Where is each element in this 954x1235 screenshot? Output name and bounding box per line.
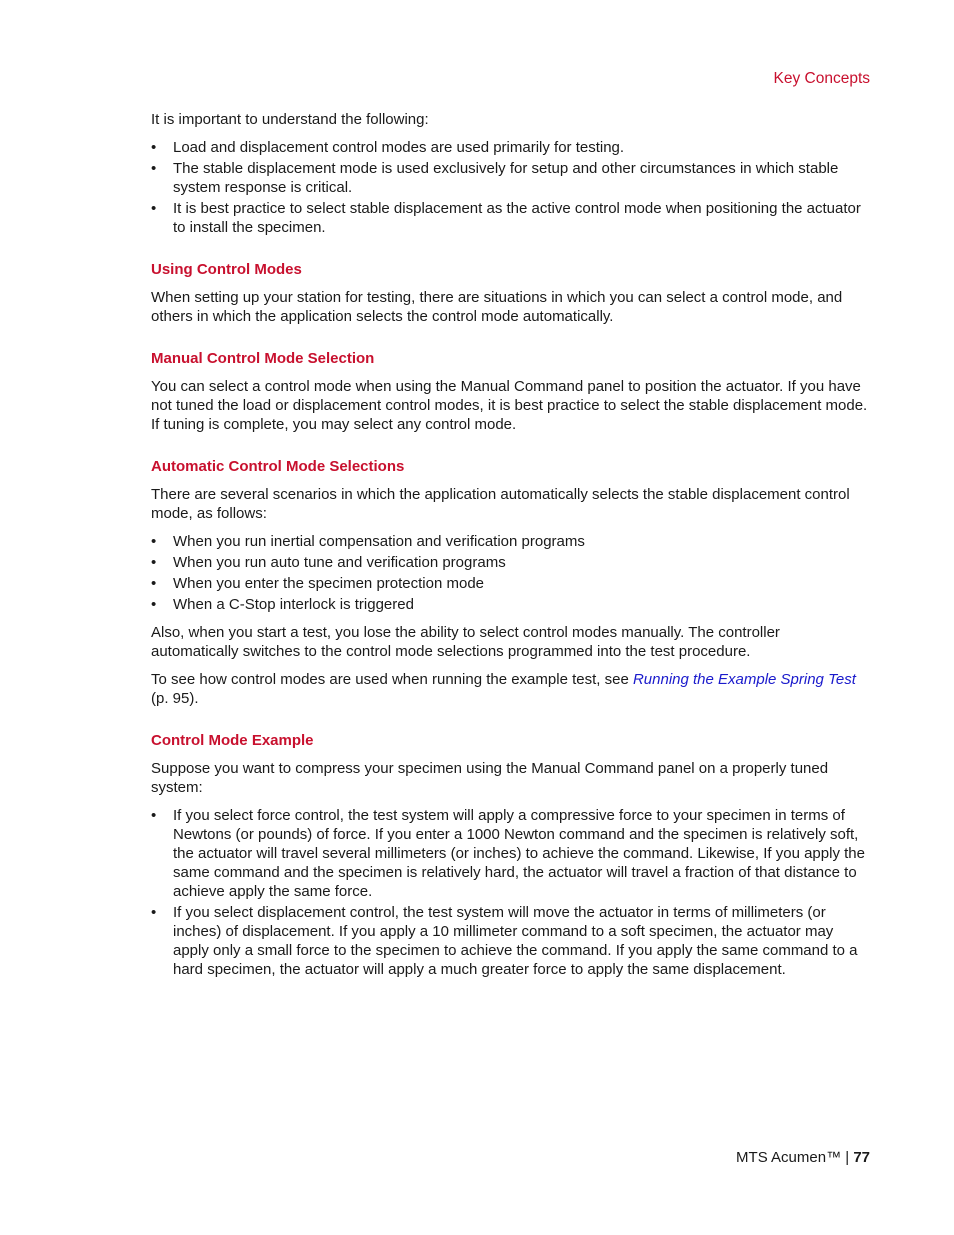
list-item: • When you run auto tune and verification programs xyxy=(151,553,871,572)
list-item: • When you run inertial compensation and verification programs xyxy=(151,532,871,551)
list-item: • When you enter the specimen protection mode xyxy=(151,574,871,593)
manual-body: You can select a control mode when using the Manual Command panel to position the actuator. If you have not tuned the load or displacement control modes, it is best practice to select the stable displacement mode. If tuning is complete, you may select any control mode. xyxy=(151,378,868,433)
list-item: • When a C-Stop interlock is triggered xyxy=(151,595,871,614)
see-also-prefix: To see how control modes are used when running the example test, see xyxy=(151,671,633,688)
see-also-paragraph xyxy=(151,670,871,708)
footer-product: MTS Acumen™ xyxy=(736,1149,842,1166)
automatic-body: There are several scenarios in which the application automatically selects the stable displacement control mode, as follows: xyxy=(151,486,850,522)
example-bullet-list xyxy=(151,806,871,979)
page-footer xyxy=(736,1149,870,1166)
example-body: Suppose you want to compress your specimen using the Manual Command panel on a properly tuned system: xyxy=(151,760,829,796)
section-heading-using-control-modes: Using Control Modes xyxy=(151,261,302,278)
automatic-also: Also, when you start a test, you lose the ability to select control modes manually. The controller automatically switches to the control mode selections programmed into the test procedure. xyxy=(151,624,780,660)
section-heading-control-mode-example: Control Mode Example xyxy=(151,732,314,749)
automatic-bullet-list xyxy=(151,532,871,614)
footer-separator: | xyxy=(841,1149,854,1166)
intro-lead: It is important to understand the following: xyxy=(151,111,429,128)
list-item: • The stable displacement mode is used exclusively for setup and other circumstances in which stable system response is critical. xyxy=(151,159,871,197)
list-item: • If you select displacement control, the test system will move the actuator in terms of millimeters (or inches) of displacement. If you apply a 10 millimeter command to a soft specimen, the actuator may apply only a small force to the specimen to achieve the command. If you apply the same command to a hard specimen, the actuator will apply a much greater force to apply the same displacement. xyxy=(151,903,871,979)
list-item: • It is best practice to select stable displacement as the active control mode when positioning the actuator to install the specimen. xyxy=(151,199,871,237)
running-header: Key Concepts xyxy=(773,70,870,87)
section-heading-manual-selection: Manual Control Mode Selection xyxy=(151,350,375,367)
cross-reference-link[interactable]: Running the Example Spring Test xyxy=(632,671,856,688)
section-heading-automatic-selections: Automatic Control Mode Selections xyxy=(151,458,405,475)
using-body: When setting up your station for testing, there are situations in which you can select a control mode, and others in which the application selects the control mode automatically. xyxy=(151,289,843,325)
intro-bullet-list xyxy=(151,138,871,237)
page-body xyxy=(151,110,871,988)
list-item: • If you select force control, the test system will apply a compressive force to your specimen in terms of Newtons (or pounds) of force. If you enter a 1000 Newton command and the specimen is relatively soft, the actuator will travel several millimeters (or inches) to achieve the command. Likewise, If you apply the same command and the specimen is relatively hard, the actuator will travel a fraction of that distance to achieve apply the same force. xyxy=(151,806,871,901)
list-item: • Load and displacement control modes are used primarily for testing. xyxy=(151,138,871,157)
see-also-suffix: (p. 95). xyxy=(151,690,199,707)
page-number: 77 xyxy=(853,1149,870,1166)
